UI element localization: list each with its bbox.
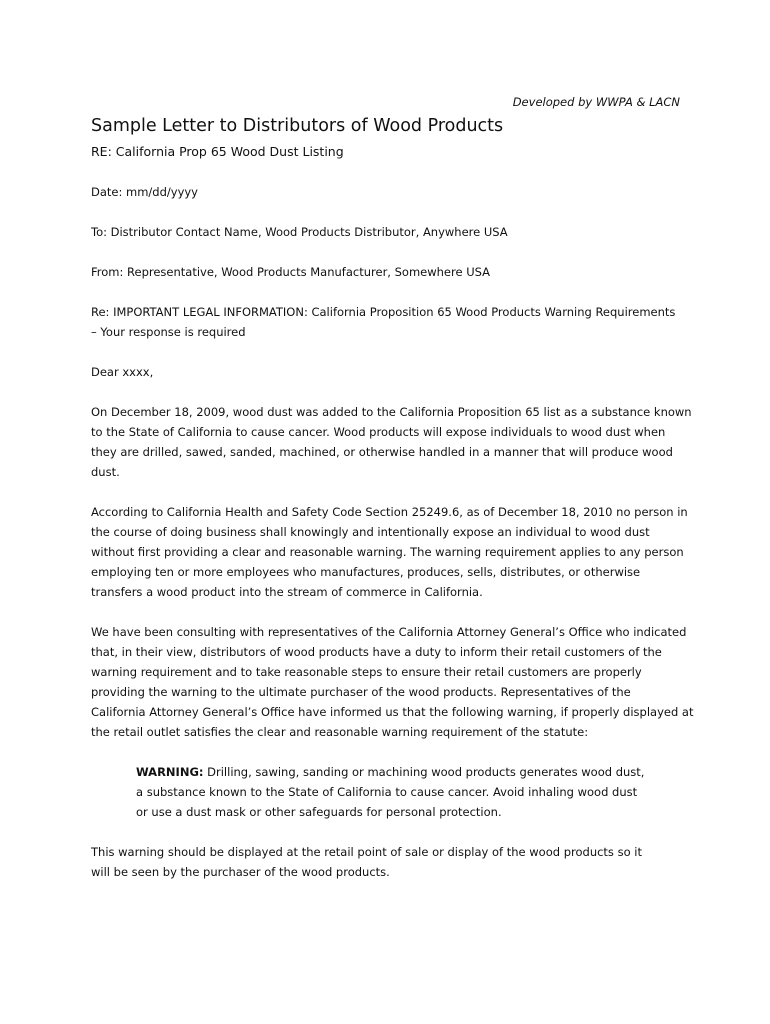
re-line: [91, 302, 691, 342]
paragraph-1-line: dust.: [91, 465, 120, 479]
credit-line: Developed by WWPA & LACN: [512, 95, 680, 109]
from-line: From: Representative, Wood Products Manufacturer, Somewhere USA: [91, 265, 491, 279]
paragraph-1-line: On December 18, 2009, wood dust was added to the California Proposition 65 list as a substance known: [91, 405, 692, 419]
paragraph-3-line: California Attorney General’s Office have informed us that the following warning, if properly displayed at: [91, 705, 694, 719]
warning-line: a substance known to the State of California to cause cancer. Avoid inhaling wood dust: [136, 785, 638, 799]
document-subtitle: RE: California Prop 65 Wood Dust Listing: [91, 144, 344, 159]
paragraph-3: [91, 622, 694, 742]
re-line-2: – Your response is required: [91, 325, 246, 339]
paragraph-4-line: This warning should be displayed at the retail point of sale or display of the wood products so it: [91, 845, 642, 859]
paragraph-2-line: According to California Health and Safety Code Section 25249.6, as of December 18, 2010 no person in: [91, 505, 688, 519]
paragraph-3-line: providing the warning to the ultimate purchaser of the wood products. Representatives of the: [91, 685, 631, 699]
warning-label: WARNING:: [136, 765, 204, 779]
re-line-1: Re: IMPORTANT LEGAL INFORMATION: California Proposition 65 Wood Products Warning Requirements: [91, 305, 676, 319]
paragraph-2-line: without first providing a clear and reasonable warning. The warning requirement applies to any person: [91, 545, 684, 559]
paragraph-3-line: warning requirement and to take reasonable steps to ensure their retail customers are properly: [91, 665, 642, 679]
warning-line: [136, 762, 656, 782]
paragraph-3-line: that, in their view, distributors of wood products have a duty to inform their retail customers of the: [91, 645, 662, 659]
paragraph-1-line: they are drilled, sawed, sanded, machined, or otherwise handled in a manner that will produce wood: [91, 445, 673, 459]
warning-text: Drilling, sawing, sanding or machining wood products generates wood dust,: [203, 765, 645, 779]
paragraph-2: [91, 502, 691, 602]
warning-block: [136, 762, 656, 822]
salutation: Dear xxxx,: [91, 365, 154, 379]
paragraph-1: [91, 402, 691, 482]
document-title: Sample Letter to Distributors of Wood Products: [91, 116, 504, 136]
paragraph-3-line: the retail outlet satisfies the clear and reasonable warning requirement of the statute:: [91, 725, 589, 739]
paragraph-2-line: transfers a wood product into the stream of commerce in California.: [91, 585, 483, 599]
paragraph-2-line: employing ten or more employees who manufactures, produces, sells, distributes, or otherwise: [91, 565, 641, 579]
date-line: Date: mm/dd/yyyy: [91, 185, 198, 199]
paragraph-2-line: the course of doing business shall knowingly and intentionally expose an individual to wood dust: [91, 525, 650, 539]
paragraph-4: [91, 842, 691, 882]
paragraph-4-line: will be seen by the purchaser of the wood products.: [91, 865, 390, 879]
to-line: To: Distributor Contact Name, Wood Products Distributor, Anywhere USA: [91, 225, 508, 239]
paragraph-1-line: to the State of California to cause cancer. Wood products will expose individuals to wood dust when: [91, 425, 666, 439]
paragraph-3-line: We have been consulting with representatives of the California Attorney General’s Office who indicated: [91, 625, 687, 639]
warning-line: or use a dust mask or other safeguards for personal protection.: [136, 805, 502, 819]
